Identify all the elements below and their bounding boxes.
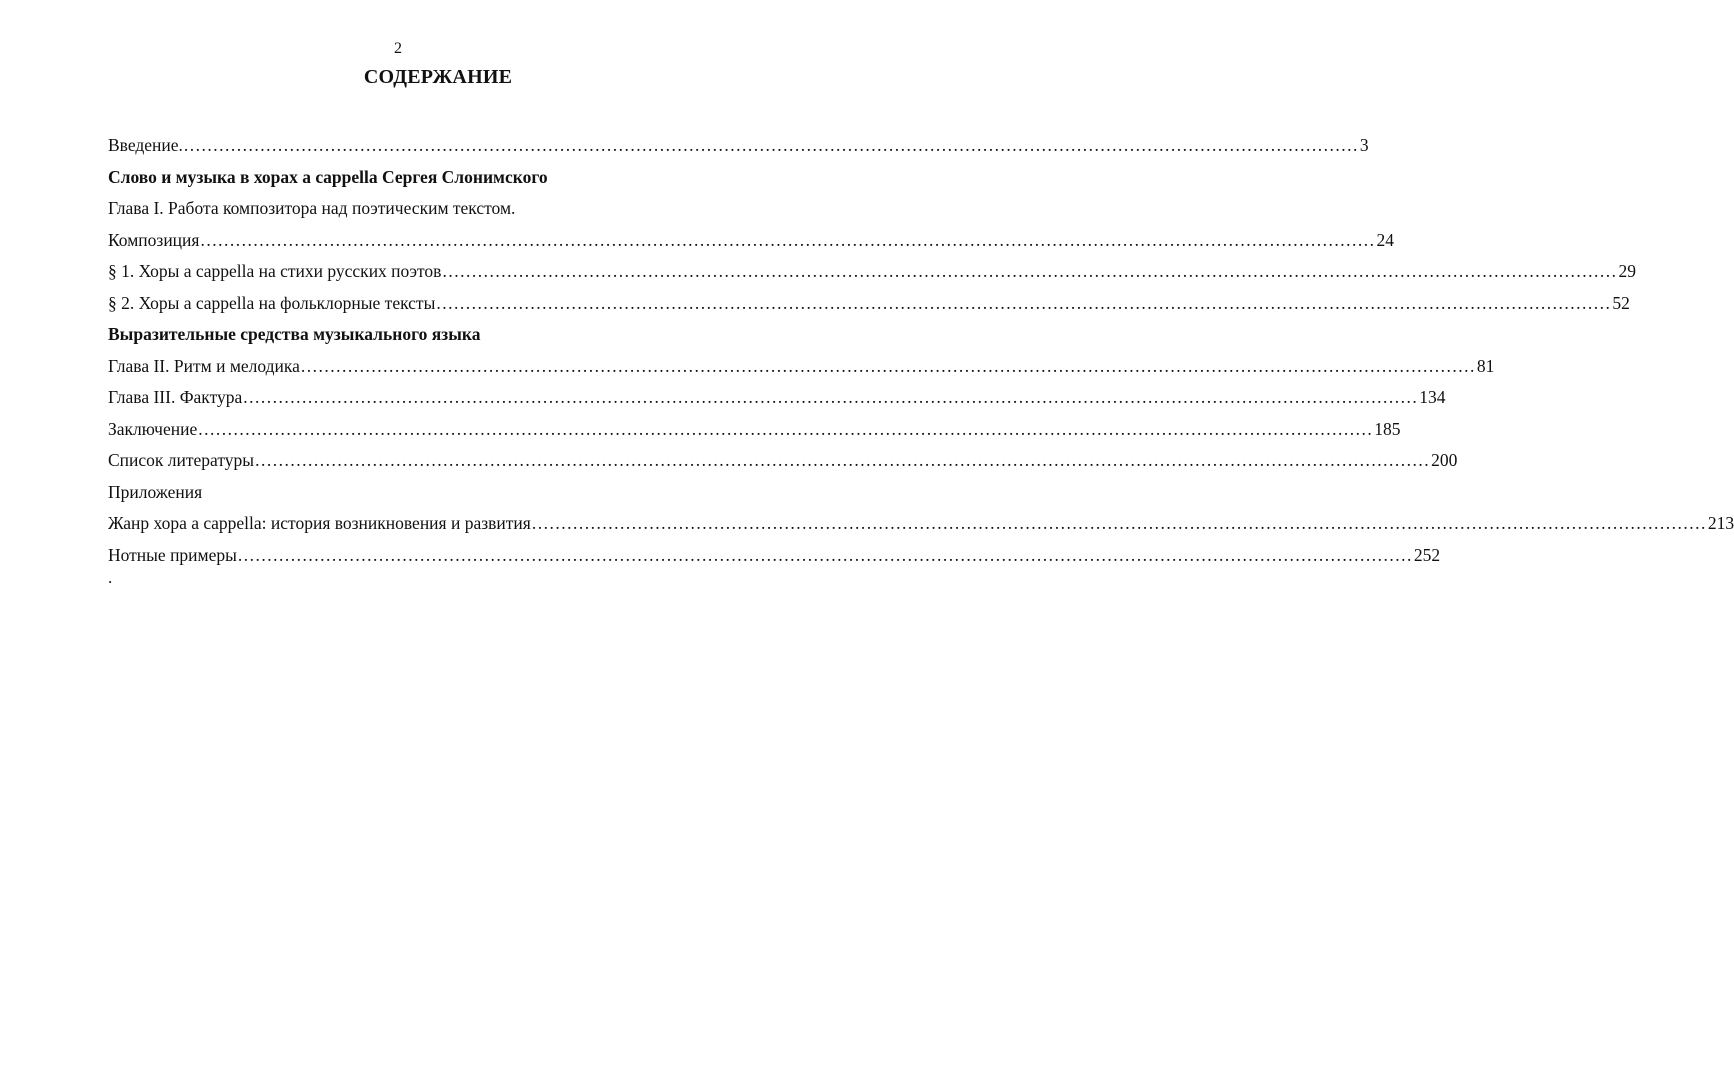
toc-entry-appendices[interactable] bbox=[108, 477, 758, 509]
toc-entry-chapter-2[interactable] bbox=[108, 351, 1495, 383]
toc-entry-page: 134 bbox=[1419, 387, 1446, 407]
toc-entry-page: 29 bbox=[1618, 261, 1636, 281]
toc-leader-dots: ........................................................................................................................................................................................................ bbox=[436, 292, 1612, 313]
toc-leader-dots: ........................................................................................................................................................................................................ bbox=[531, 513, 1707, 533]
toc-entry-page: 200 bbox=[1431, 450, 1458, 470]
toc-entry-chapter-3[interactable] bbox=[108, 382, 1446, 414]
toc-entry-music-examples[interactable] bbox=[108, 540, 1441, 572]
toc-entry-label: Глава III. Фактура bbox=[108, 387, 243, 407]
toc-entry-chapter-1[interactable] bbox=[108, 193, 758, 225]
toc-leader-dots: ........................................................................................................................................................................................................ bbox=[255, 450, 1431, 470]
page-number: 2 bbox=[394, 40, 402, 57]
toc-leader-dots: ........................................................................................................................................................................................................ bbox=[300, 355, 1476, 376]
toc-entry-page: 52 bbox=[1612, 292, 1630, 313]
table-of-contents bbox=[108, 130, 1734, 571]
toc-entry-label: Приложения bbox=[108, 481, 203, 502]
page-title: СОДЕРЖАНИЕ bbox=[363, 66, 513, 88]
toc-entry-appendix-genre[interactable] bbox=[108, 508, 1734, 540]
toc-entry-introduction[interactable] bbox=[108, 130, 1369, 162]
toc-leader-dots: ........................................................................................................................................................................................................ bbox=[200, 229, 1376, 250]
toc-entry-label: Глава II. Ритм и мелодика bbox=[108, 355, 300, 376]
toc-entry-conclusion[interactable] bbox=[108, 414, 1401, 446]
toc-entry-label: Нотные примеры bbox=[108, 544, 237, 565]
toc-heading-label: Выразительные средства музыкального языка bbox=[108, 324, 481, 344]
toc-heading-label: Слово и музыка в хорах a cappella Сергея Слонимского bbox=[108, 166, 548, 187]
toc-entry-label: § 1. Хоры a cappella на стихи русских поэтов bbox=[108, 261, 442, 281]
toc-entry-label: Заключение bbox=[108, 418, 198, 439]
toc-entry-label: Список литературы bbox=[108, 450, 255, 470]
toc-entry-section-1[interactable] bbox=[108, 256, 1636, 288]
toc-entry-label: Глава I. Работа композитора над поэтическим текстом. bbox=[108, 198, 516, 218]
toc-section-heading-1 bbox=[108, 162, 758, 194]
toc-entry-composition[interactable] bbox=[108, 225, 1394, 257]
toc-entry-label: Введение. bbox=[108, 135, 183, 155]
toc-entry-page: 185 bbox=[1374, 418, 1401, 439]
toc-entry-label: Жанр хора a cappella: история возникновения и развития bbox=[108, 513, 531, 533]
toc-leader-dots: ........................................................................................................................................................................................................ bbox=[198, 418, 1374, 439]
toc-leader-dots: ........................................................................................................................................................................................................ bbox=[442, 261, 1618, 281]
toc-leader-dots: ........................................................................................................................................................................................................ bbox=[237, 544, 1413, 565]
toc-entry-label: Композиция bbox=[108, 229, 200, 250]
toc-leader-dots: ........................................................................................................................................................................................................ bbox=[183, 135, 1359, 155]
toc-entry-page: 213 bbox=[1707, 513, 1734, 533]
toc-entry-section-2[interactable] bbox=[108, 288, 1630, 320]
toc-entry-page: 24 bbox=[1376, 229, 1394, 250]
toc-leader-dots: ........................................................................................................................................................................................................ bbox=[243, 387, 1419, 407]
toc-entry-page: 3 bbox=[1359, 135, 1369, 155]
toc-section-heading-2 bbox=[108, 319, 758, 351]
toc-entry-bibliography[interactable] bbox=[108, 445, 1458, 477]
toc-entry-page: 252 bbox=[1413, 544, 1441, 565]
toc-entry-label: § 2. Хоры a cappella на фольклорные тексты bbox=[108, 292, 436, 313]
trailing-mark: . bbox=[108, 568, 113, 587]
toc-entry-page: 81 bbox=[1476, 355, 1495, 376]
